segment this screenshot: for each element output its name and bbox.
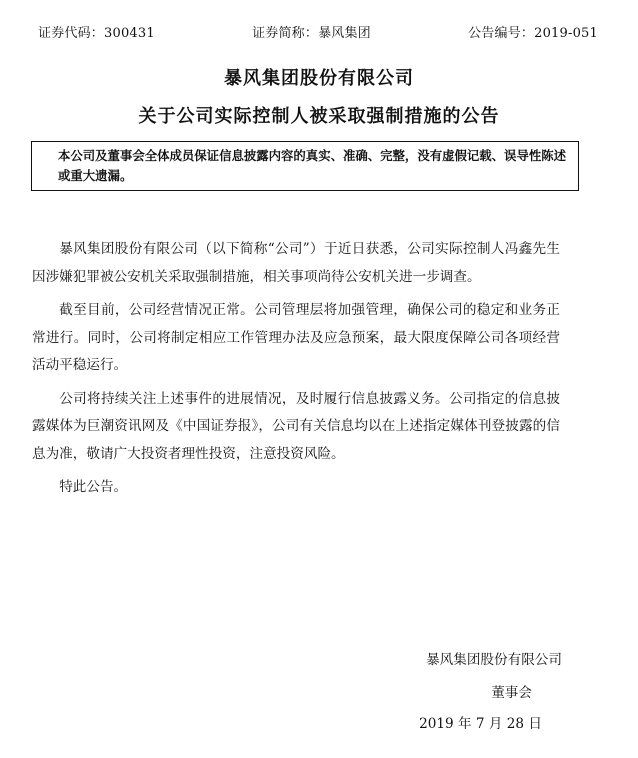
stock-name: 证券简称：暴风集团 [252, 26, 371, 41]
signature-company: 暴风集团股份有限公司 [426, 652, 562, 668]
paragraph-4: 特此公告。 [59, 479, 128, 495]
announcement-number: 公告编号：2019-051 [468, 26, 598, 41]
signature-board: 董事会 [491, 685, 532, 701]
signature-date: 2019 年 7 月 28 日 [419, 716, 542, 732]
announcement-body [32, 236, 560, 508]
paragraph-2: 截至目前，公司经营情况正常。公司管理层将加强管理，确保公司的稳定和业务正常进行。同时，公司将制定相应工作管理办法及应急预案，最大限度保障公司各项经营活动平稳运行。 [32, 302, 560, 373]
company-title: 暴风集团股份有限公司 [224, 68, 414, 89]
document-header [38, 22, 598, 41]
disclosure-notice-box: 本公司及董事会全体成员保证信息披露内容的真实、准确、完整，没有虚假记载、误导性陈述或重大遗漏。 [31, 141, 579, 191]
stock-code: 证券代码：300431 [38, 26, 155, 41]
paragraph-3: 公司将持续关注上述事件的进展情况，及时履行信息披露义务。公司指定的信息披露媒体为巨潮资讯网及《中国证券报》，公司有关信息均以在上述指定媒体刊登披露的信息为准，敬请广大投资者理性投资，注意投资风险。 [32, 390, 560, 462]
announcement-title: 关于公司实际控制人被采取强制措施的公告 [138, 106, 500, 127]
paragraph-1: 暴风集团股份有限公司（以下简称“公司”）于近日获悉，公司实际控制人冯鑫先生因涉嫌犯罪被公安机关采取强制措施，相关事项尚待公安机关进一步调查。 [32, 241, 560, 285]
